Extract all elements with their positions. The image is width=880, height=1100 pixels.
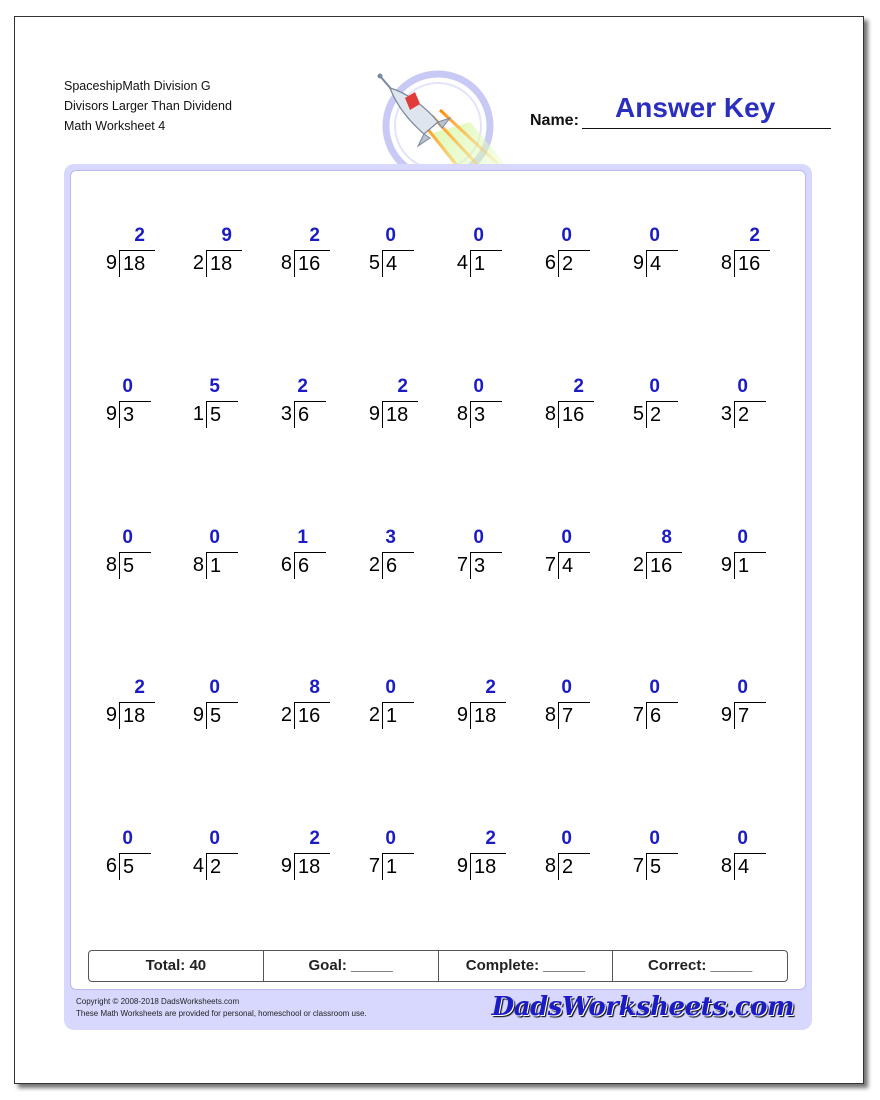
dividend: 16 [646, 552, 682, 579]
quotient-answer: 2 [485, 677, 496, 698]
divisor: 5 [368, 252, 380, 274]
division-problem [702, 828, 802, 898]
division-problem [350, 527, 450, 597]
division-problem [350, 677, 450, 747]
division-problem [702, 527, 802, 597]
divisor: 9 [280, 855, 292, 877]
divisor: 8 [720, 855, 732, 877]
divisor: 7 [368, 855, 380, 877]
dividend: 18 [119, 702, 155, 729]
dividend: 5 [646, 853, 678, 880]
divisor: 9 [192, 704, 204, 726]
dividend: 3 [470, 552, 502, 579]
division-problem [614, 376, 714, 446]
division-problem [350, 828, 450, 898]
dividend: 2 [558, 250, 590, 277]
quotient-answer: 5 [209, 376, 220, 397]
dividend: 2 [734, 401, 766, 428]
quotient-answer: 0 [561, 677, 572, 698]
quotient-answer: 0 [737, 527, 748, 548]
dividend: 6 [646, 702, 678, 729]
quotient-answer: 0 [122, 828, 133, 849]
score-complete[interactable]: Complete: _____ [439, 951, 614, 981]
dividend: 5 [119, 853, 151, 880]
dividend: 1 [206, 552, 238, 579]
divisor: 7 [544, 554, 556, 576]
divisor: 8 [544, 403, 556, 425]
worksheet-topic: Divisors Larger Than Dividend [64, 99, 232, 113]
dividend: 18 [470, 853, 506, 880]
quotient-answer: 0 [209, 677, 220, 698]
division-problem [174, 225, 274, 295]
dividend: 5 [119, 552, 151, 579]
brand-logo: DadsWorksheets.com [491, 992, 794, 1022]
dividend: 18 [470, 702, 506, 729]
division-problem [438, 828, 538, 898]
dividend: 1 [470, 250, 502, 277]
division-problem [702, 225, 802, 295]
divisor: 8 [105, 554, 117, 576]
quotient-answer: 3 [385, 527, 396, 548]
dividend: 16 [734, 250, 770, 277]
division-problem [614, 527, 714, 597]
divisor: 9 [105, 252, 117, 274]
divisor: 2 [280, 704, 292, 726]
answer-key-title: Answer Key [615, 92, 776, 123]
quotient-answer: 0 [209, 527, 220, 548]
copyright-notice [76, 996, 367, 1020]
quotient-answer: 1 [297, 527, 308, 548]
score-bar [88, 950, 788, 982]
dividend: 18 [294, 853, 330, 880]
usage-line: These Math Worksheets are provided for personal, homeschool or classroom use. [76, 1009, 367, 1018]
problem-area [70, 170, 806, 990]
quotient-answer: 0 [649, 225, 660, 246]
quotient-answer: 8 [661, 527, 672, 548]
divisor: 7 [632, 704, 644, 726]
quotient-answer: 2 [297, 376, 308, 397]
division-problem [87, 828, 187, 898]
division-problem [87, 225, 187, 295]
divisor: 9 [368, 403, 380, 425]
division-problem [350, 376, 450, 446]
quotient-answer: 8 [309, 677, 320, 698]
division-problem [526, 225, 626, 295]
quotient-answer: 2 [134, 225, 145, 246]
dividend: 3 [470, 401, 502, 428]
divisor: 2 [368, 554, 380, 576]
dividend: 4 [382, 250, 414, 277]
division-problem [262, 527, 362, 597]
division-problem [526, 677, 626, 747]
division-problem [702, 677, 802, 747]
score-goal[interactable]: Goal: _____ [264, 951, 439, 981]
division-problem [262, 828, 362, 898]
divisor: 8 [544, 855, 556, 877]
divisor: 7 [632, 855, 644, 877]
dividend: 6 [382, 552, 414, 579]
divisor: 9 [456, 855, 468, 877]
quotient-answer: 2 [309, 828, 320, 849]
quotient-answer: 0 [649, 677, 660, 698]
division-problem [87, 376, 187, 446]
name-label: Name: [530, 112, 579, 129]
division-problem [526, 828, 626, 898]
quotient-answer: 0 [209, 828, 220, 849]
quotient-answer: 0 [649, 376, 660, 397]
worksheet-series: SpaceshipMath Division G [64, 79, 211, 93]
divisor: 4 [192, 855, 204, 877]
division-problem [438, 225, 538, 295]
dividend: 18 [119, 250, 155, 277]
quotient-answer: 0 [561, 527, 572, 548]
quotient-answer: 0 [385, 828, 396, 849]
division-problem [174, 828, 274, 898]
dividend: 18 [206, 250, 242, 277]
division-problem [174, 527, 274, 597]
dividend: 1 [382, 853, 414, 880]
division-problem [614, 225, 714, 295]
quotient-answer: 2 [573, 376, 584, 397]
dividend: 4 [558, 552, 590, 579]
divisor: 5 [632, 403, 644, 425]
problem-frame [64, 164, 812, 1030]
divisor: 6 [280, 554, 292, 576]
division-problem [174, 376, 274, 446]
division-problem [87, 527, 187, 597]
quotient-answer: 0 [122, 376, 133, 397]
division-problem [614, 828, 714, 898]
quotient-answer: 2 [397, 376, 408, 397]
dividend: 16 [294, 250, 330, 277]
quotient-answer: 0 [561, 828, 572, 849]
dividend: 7 [558, 702, 590, 729]
quotient-answer: 0 [737, 376, 748, 397]
division-problem [262, 677, 362, 747]
divisor: 8 [192, 554, 204, 576]
dividend: 2 [646, 401, 678, 428]
divisor: 9 [720, 554, 732, 576]
dividend: 4 [646, 250, 678, 277]
dividend: 2 [206, 853, 238, 880]
quotient-answer: 0 [473, 225, 484, 246]
quotient-answer: 0 [737, 828, 748, 849]
dividend: 5 [206, 702, 238, 729]
quotient-answer: 9 [221, 225, 232, 246]
quotient-answer: 0 [649, 828, 660, 849]
dividend: 4 [734, 853, 766, 880]
divisor: 1 [192, 403, 204, 425]
division-problem [438, 677, 538, 747]
dividend: 6 [294, 552, 326, 579]
dividend: 3 [119, 401, 151, 428]
dividend: 16 [294, 702, 330, 729]
division-problem [262, 376, 362, 446]
score-total: Total: 40 [89, 951, 264, 981]
dividend: 5 [206, 401, 238, 428]
division-problem [262, 225, 362, 295]
dividend: 1 [734, 552, 766, 579]
quotient-answer: 0 [561, 225, 572, 246]
divisor: 4 [456, 252, 468, 274]
divisor: 9 [720, 704, 732, 726]
divisor: 6 [105, 855, 117, 877]
division-problem [350, 225, 450, 295]
divisor: 7 [456, 554, 468, 576]
divisor: 3 [280, 403, 292, 425]
division-problem [526, 376, 626, 446]
division-problem [87, 677, 187, 747]
division-problem [438, 376, 538, 446]
quotient-answer: 0 [473, 527, 484, 548]
dividend: 1 [382, 702, 414, 729]
division-problem [526, 527, 626, 597]
division-problem [438, 527, 538, 597]
divisor: 9 [456, 704, 468, 726]
quotient-answer: 0 [473, 376, 484, 397]
name-field[interactable] [530, 90, 835, 130]
division-problem [614, 677, 714, 747]
divisor: 2 [192, 252, 204, 274]
divisor: 9 [105, 403, 117, 425]
divisor: 8 [720, 252, 732, 274]
dividend: 2 [558, 853, 590, 880]
dividend: 6 [294, 401, 326, 428]
division-problem [174, 677, 274, 747]
quotient-answer: 0 [737, 677, 748, 698]
divisor: 6 [544, 252, 556, 274]
worksheet-number: Math Worksheet 4 [64, 119, 166, 133]
divisor: 8 [456, 403, 468, 425]
quotient-answer: 0 [385, 225, 396, 246]
score-correct[interactable]: Correct: _____ [648, 957, 753, 974]
dividend: 16 [558, 401, 594, 428]
quotient-answer: 2 [749, 225, 760, 246]
division-problem [702, 376, 802, 446]
quotient-answer: 0 [122, 527, 133, 548]
quotient-answer: 2 [485, 828, 496, 849]
divisor: 9 [105, 704, 117, 726]
divisor: 8 [280, 252, 292, 274]
worksheet-header [64, 76, 232, 136]
quotient-answer: 2 [309, 225, 320, 246]
dividend: 7 [734, 702, 766, 729]
copyright-line: Copyright © 2008-2018 DadsWorksheets.com [76, 997, 240, 1006]
divisor: 9 [632, 252, 644, 274]
divisor: 2 [368, 704, 380, 726]
divisor: 3 [720, 403, 732, 425]
quotient-answer: 0 [385, 677, 396, 698]
quotient-answer: 2 [134, 677, 145, 698]
name-underline [582, 128, 831, 129]
divisor: 2 [632, 554, 644, 576]
divisor: 8 [544, 704, 556, 726]
dividend: 18 [382, 401, 418, 428]
